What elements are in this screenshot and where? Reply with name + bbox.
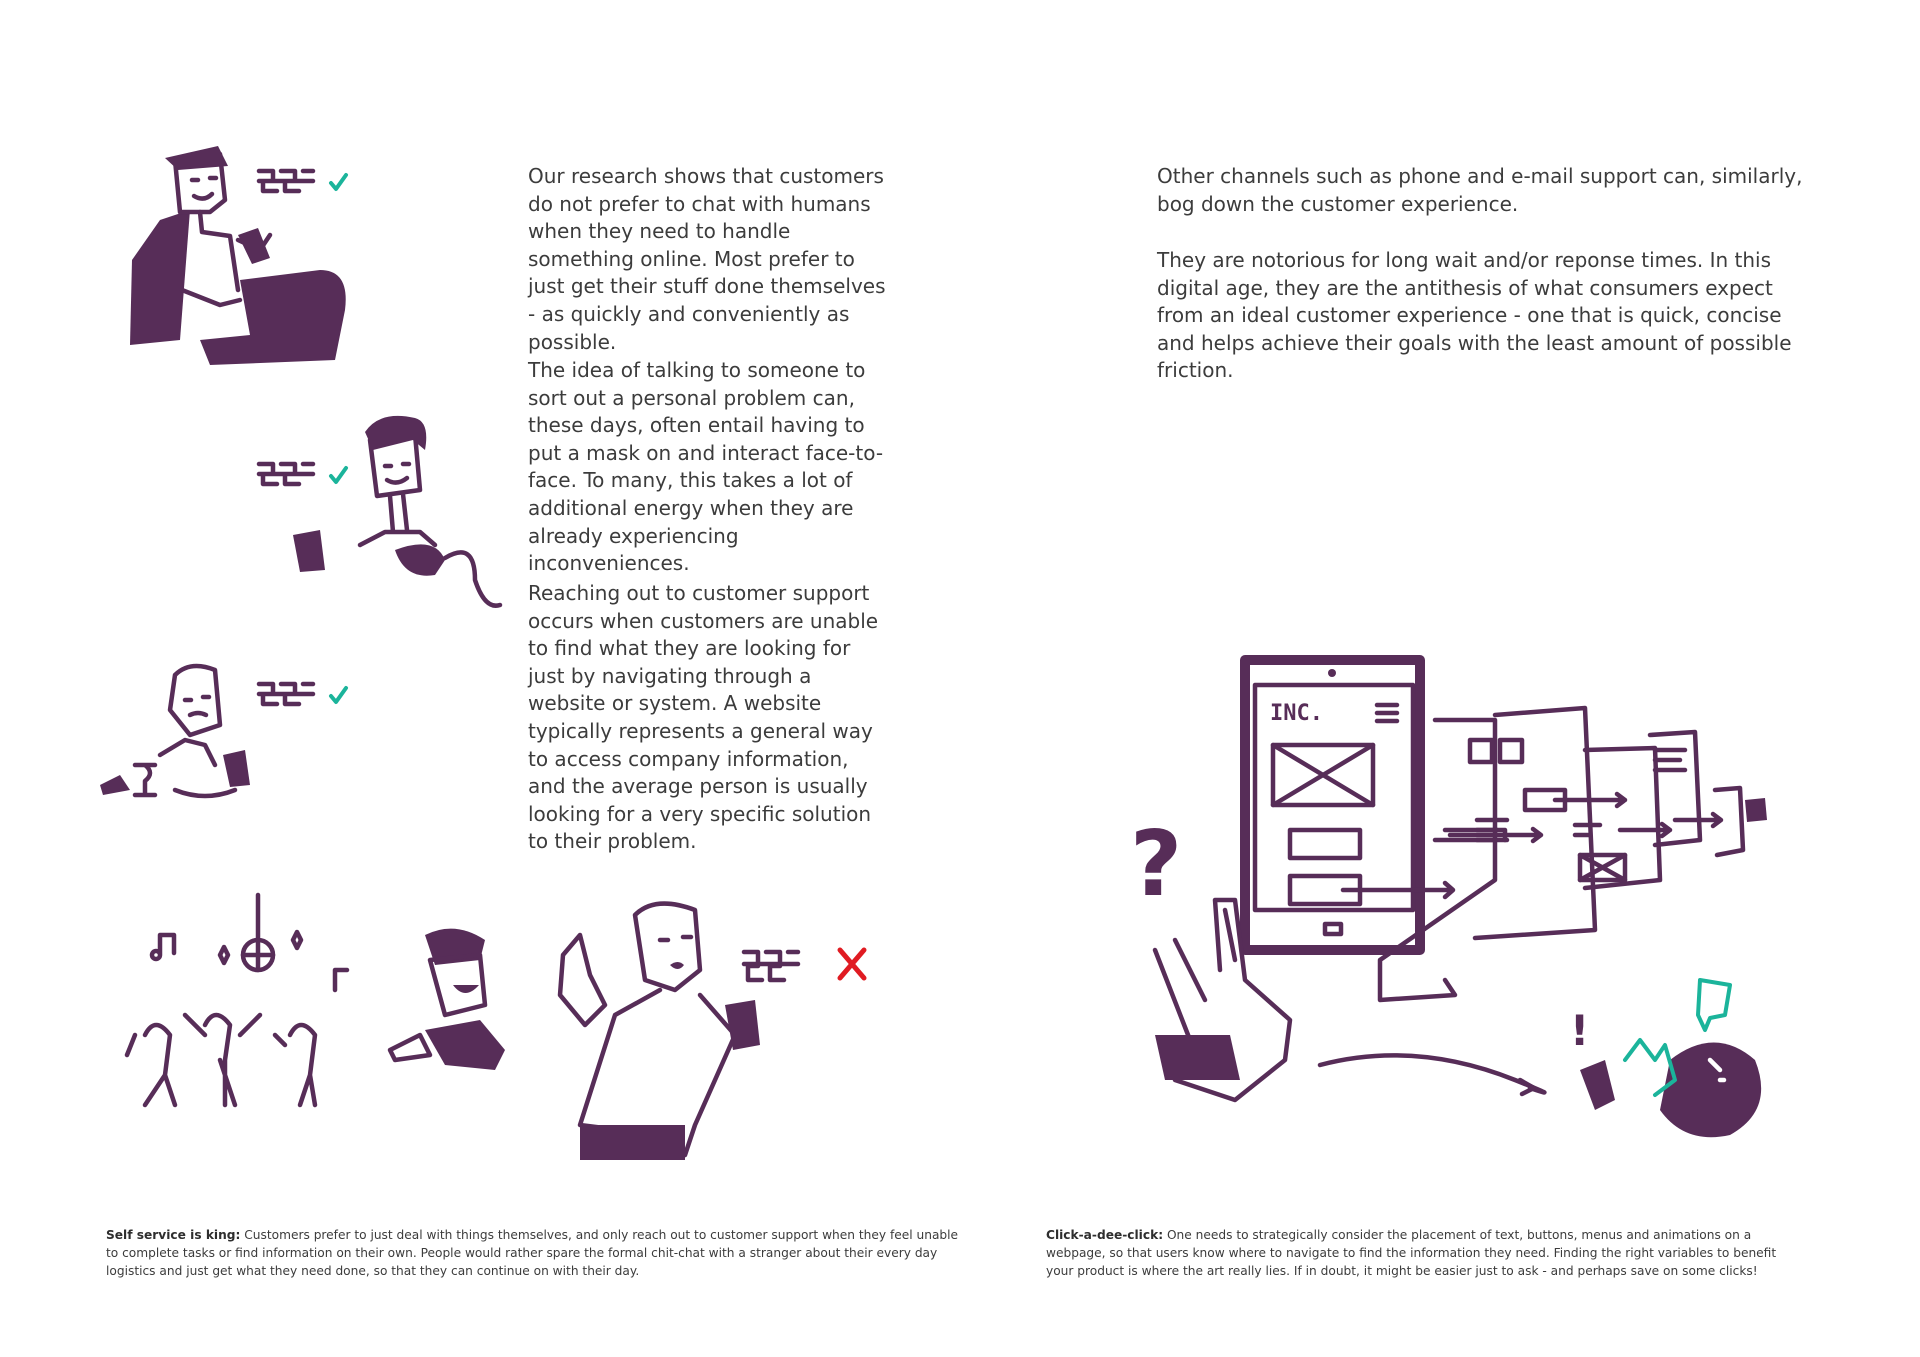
right-paragraph-1: Other channels such as phone and e-mail support can, similarly, bog down the customer experience.	[1157, 164, 1803, 216]
check-icon-3	[255, 678, 355, 728]
cross-icon	[740, 942, 870, 1002]
right-caption	[1046, 1226, 1796, 1280]
left-paragraph-2: The idea of talking to someone to sort out a personal problem can, these days, often entail having to put a mask on and interact face-to-face. To many, this takes a lot of additional energy when they are already experiencing inconveniences.	[528, 358, 884, 576]
question-mark-icon: ?	[1130, 812, 1183, 917]
right-paragraph-2: They are notorious for long wait and/or reponse times. In this digital age, they are the antithesis of what consumers expect from an ideal customer experience - one that is quick, concise and helps achieve their goals with the least amount of possible friction.	[1157, 248, 1792, 383]
left-caption-title: Self service is king:	[106, 1228, 241, 1242]
left-paragraph-1: Our research shows that customers do not prefer to chat with humans when they need to handle something online. Most prefer to just get their stuff done themselves - as quickly and conveniently as possible.	[528, 164, 886, 354]
music-note-icon	[152, 935, 174, 959]
sparkle-icon	[220, 932, 301, 963]
laughing-man-illustration	[385, 925, 535, 1095]
man-mouse-illustration	[285, 410, 515, 620]
check-icon-2	[255, 458, 355, 508]
phone-logo: INC.	[1270, 701, 1323, 726]
right-caption-text: One needs to strategically consider the placement of text, buttons, menus and animations on a webpage, so that users know where to navigate to find the information they need. Finding the right variables to benefit your product is where the art really lies. If in doubt, it might be easier just to ask - and perhaps save on some clicks!	[1046, 1228, 1777, 1278]
left-caption-text: Customers prefer to just deal with things themselves, and only reach out to customer support when they feel unable to complete tasks or find information on their own. People would rather spare the formal chit-chat with a stranger about their every day logistics and just get what they need done, so that they can continue on with their day.	[106, 1228, 959, 1278]
left-paragraph-3: Reaching out to customer support occurs when customers are unable to find what they are looking for just by navigating through a website or system. A website typically represents a general way to access company information, and the average person is usually looking for a very specific solution to their problem.	[528, 581, 879, 854]
left-caption	[106, 1226, 966, 1280]
check-icon-1	[255, 165, 355, 215]
party-illustration	[125, 895, 365, 1125]
web-flow-illustration	[1115, 640, 1775, 1150]
exclamation-icon: !	[1570, 1006, 1590, 1055]
right-caption-title: Click-a-dee-click:	[1046, 1228, 1164, 1242]
worried-man-illustration	[535, 895, 775, 1175]
